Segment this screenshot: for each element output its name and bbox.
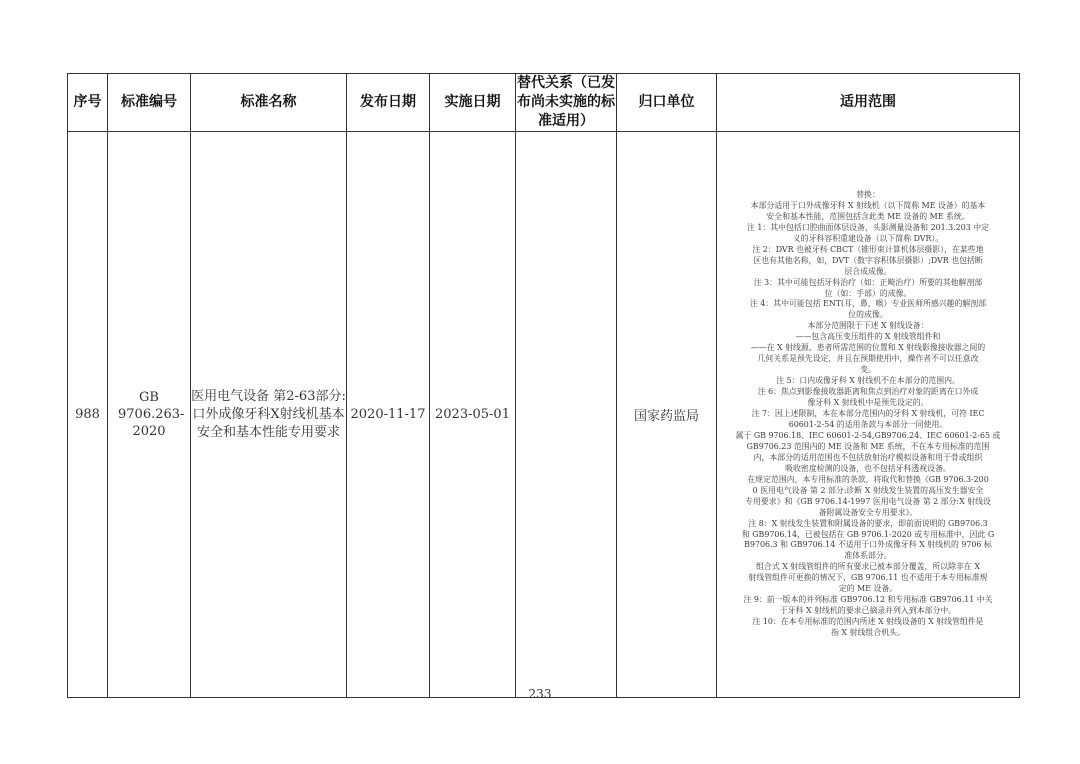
scope-line: 备附属设备安全专用要求》。 xyxy=(818,507,918,517)
scope-line: 注 1：其中包括口腔曲面体层设备，头影测量设备和 201.3.203 中定 xyxy=(746,222,990,232)
scope-line: 注 8：X 射线发生装置和附属设备的要求，即前面说明的 GB9706.3 xyxy=(748,518,988,528)
cell-dept: 国家药监局 xyxy=(617,132,717,698)
scope-line: 于牙科 X 射线机的要求已摘录并列入到本部分中。 xyxy=(779,606,957,616)
table-header-row xyxy=(68,74,1020,132)
page-number: 233 xyxy=(528,687,552,701)
scope-line: 0 医用电气设备 第 2 部分:诊断 X 射线发生装置的高压发生器安全 xyxy=(752,485,984,495)
standards-table xyxy=(67,73,1020,698)
cell-publish-date: 2020-11-17 xyxy=(347,132,430,698)
scope-line: 组合式 X 射线管组件的所有要求已被本部分覆盖，所以除非在 X xyxy=(756,562,980,572)
scope-line: ——在 X 射线源、患者所需范围的位置和 X 射线影像接收器之间的 xyxy=(750,343,986,353)
header-scope: 适用范围 xyxy=(717,74,1020,132)
scope-line: 和 GB9706.14，已被包括在 GB 9706.1-2020 或专用标准中，因此 G xyxy=(741,529,995,539)
scope-line: 区也有其他名称，如，DVT（数字容积体层摄影）;DVR 也包括断 xyxy=(753,255,983,265)
scope-line: 注 6：焦点到影像接收器距离和焦点到治疗对象的距离在口外成 xyxy=(757,387,979,397)
header-code: 标准编号 xyxy=(108,74,191,132)
scope-line: 位的成像。 xyxy=(848,310,888,320)
header-implement-date: 实施日期 xyxy=(430,74,516,132)
scope-line: 注 9：前一版本的并列标准 GB9706.12 和专用标准 GB9706.11 中关 xyxy=(743,595,993,605)
cell-implement-date: 2023-05-01 xyxy=(430,132,516,698)
scope-line: 指 X 射线组合机头。 xyxy=(831,628,905,638)
cell-scope xyxy=(717,132,1020,698)
scope-line: 专用要求》和《GB 9706.14-1997 医用电气设备 第 2 部分:X 射线设 xyxy=(745,496,991,506)
scope-line: ——包含高压变压组件的 X 射线管组件和 xyxy=(795,332,941,342)
scope-line: 义的牙科容积重建设备（以下简称 DVR）。 xyxy=(792,233,944,243)
header-dept: 归口单位 xyxy=(617,74,717,132)
scope-line: GB9706.23 范围内的 ME 设备和 ME 系统，不在本专用标准的范围 xyxy=(746,441,990,451)
scope-line: 本部分范围限于下述 X 射线设备： xyxy=(807,321,929,331)
cell-code: GB 9706.263-2020 xyxy=(108,132,191,698)
scope-line: B9706.3 和 GB9706.14 不适用于口外成像牙科 X 射线机的 9706 标 xyxy=(744,540,992,550)
scope-line: 注 4：其中可能包括 ENT(耳，鼻，喉）专业医师所感兴趣的解剖部 xyxy=(749,299,987,309)
header-replace: 替代关系（已发布尚未实施的标准适用） xyxy=(516,74,617,132)
scope-line: 注 7：因上述限制，本在本部分范围内的牙科 X 射线机，可符 IEC xyxy=(751,409,985,419)
scope-line: 吸收密度检测的设备，也不包括牙科透视设备。 xyxy=(785,463,951,473)
scope-line: 射线管组件可更换的情况下，GB 9706.11 也不适用于本专用标准规 xyxy=(748,573,988,583)
scope-line: 内，本部分的适用范围也不包括放射治疗模拟设备和用于骨或组织 xyxy=(753,452,983,462)
cell-replace xyxy=(516,132,617,698)
scope-line: 准体系部分。 xyxy=(844,551,892,561)
cell-name: 医用电气设备 第2-63部分: 口外成像牙科X射线机基本安全和基本性能专用要求 xyxy=(191,132,347,698)
scope-line: 替换： xyxy=(856,189,880,199)
scope-line: 本部分适用于口外成像牙科 X 射线机（以下简称 ME 设备）的基本 xyxy=(750,200,986,210)
scope-line: 几何关系是预先设定，并且在预期使用中，操作者不可以任意改 xyxy=(757,354,979,364)
scope-line: 注 5：口内成像牙科 X 射线机不在本部分的范围内。 xyxy=(776,376,960,386)
scope-text xyxy=(717,190,1019,639)
scope-line: 注 2：DVR 也被牙科 CBCT（锥形束计算机体层摄影），在某些地 xyxy=(752,244,984,254)
scope-line: 像牙科 X 射线机中是预先设定的。 xyxy=(807,398,929,408)
scope-line: 安全和基本性能，范围包括含此类 ME 设备的 ME 系统。 xyxy=(766,211,970,221)
scope-line: 注 3：其中可能包括牙科治疗（如：正畸治疗）所要的其他解剖部 xyxy=(753,277,983,287)
header-publish-date: 发布日期 xyxy=(347,74,430,132)
scope-line: 60601-2-54 的适用条款与本部分一同使用。 xyxy=(788,419,948,429)
scope-line: 属于 GB 9706.18、IEC 60601-2-54,GB9706.24、IEC 60601-2-65 或 xyxy=(735,430,1001,440)
cell-seq: 988 xyxy=(68,132,108,698)
scope-line: 注 10：在本专用标准的范围内所述 X 射线设备的 X 射线管组件是 xyxy=(752,617,984,627)
scope-line: 位（如：手部）的成像。 xyxy=(824,288,912,298)
scope-line: 层合成成像。 xyxy=(844,266,892,276)
scope-line: 变。 xyxy=(860,365,876,375)
header-seq: 序号 xyxy=(68,74,108,132)
scope-line: 在规定范围内，本专用标准的条款，将取代和替换《GB 9706.3-200 xyxy=(747,474,989,484)
scope-line: 定的 ME 设备。 xyxy=(838,584,898,594)
header-name: 标准名称 xyxy=(191,74,347,132)
table-row xyxy=(68,132,1020,698)
